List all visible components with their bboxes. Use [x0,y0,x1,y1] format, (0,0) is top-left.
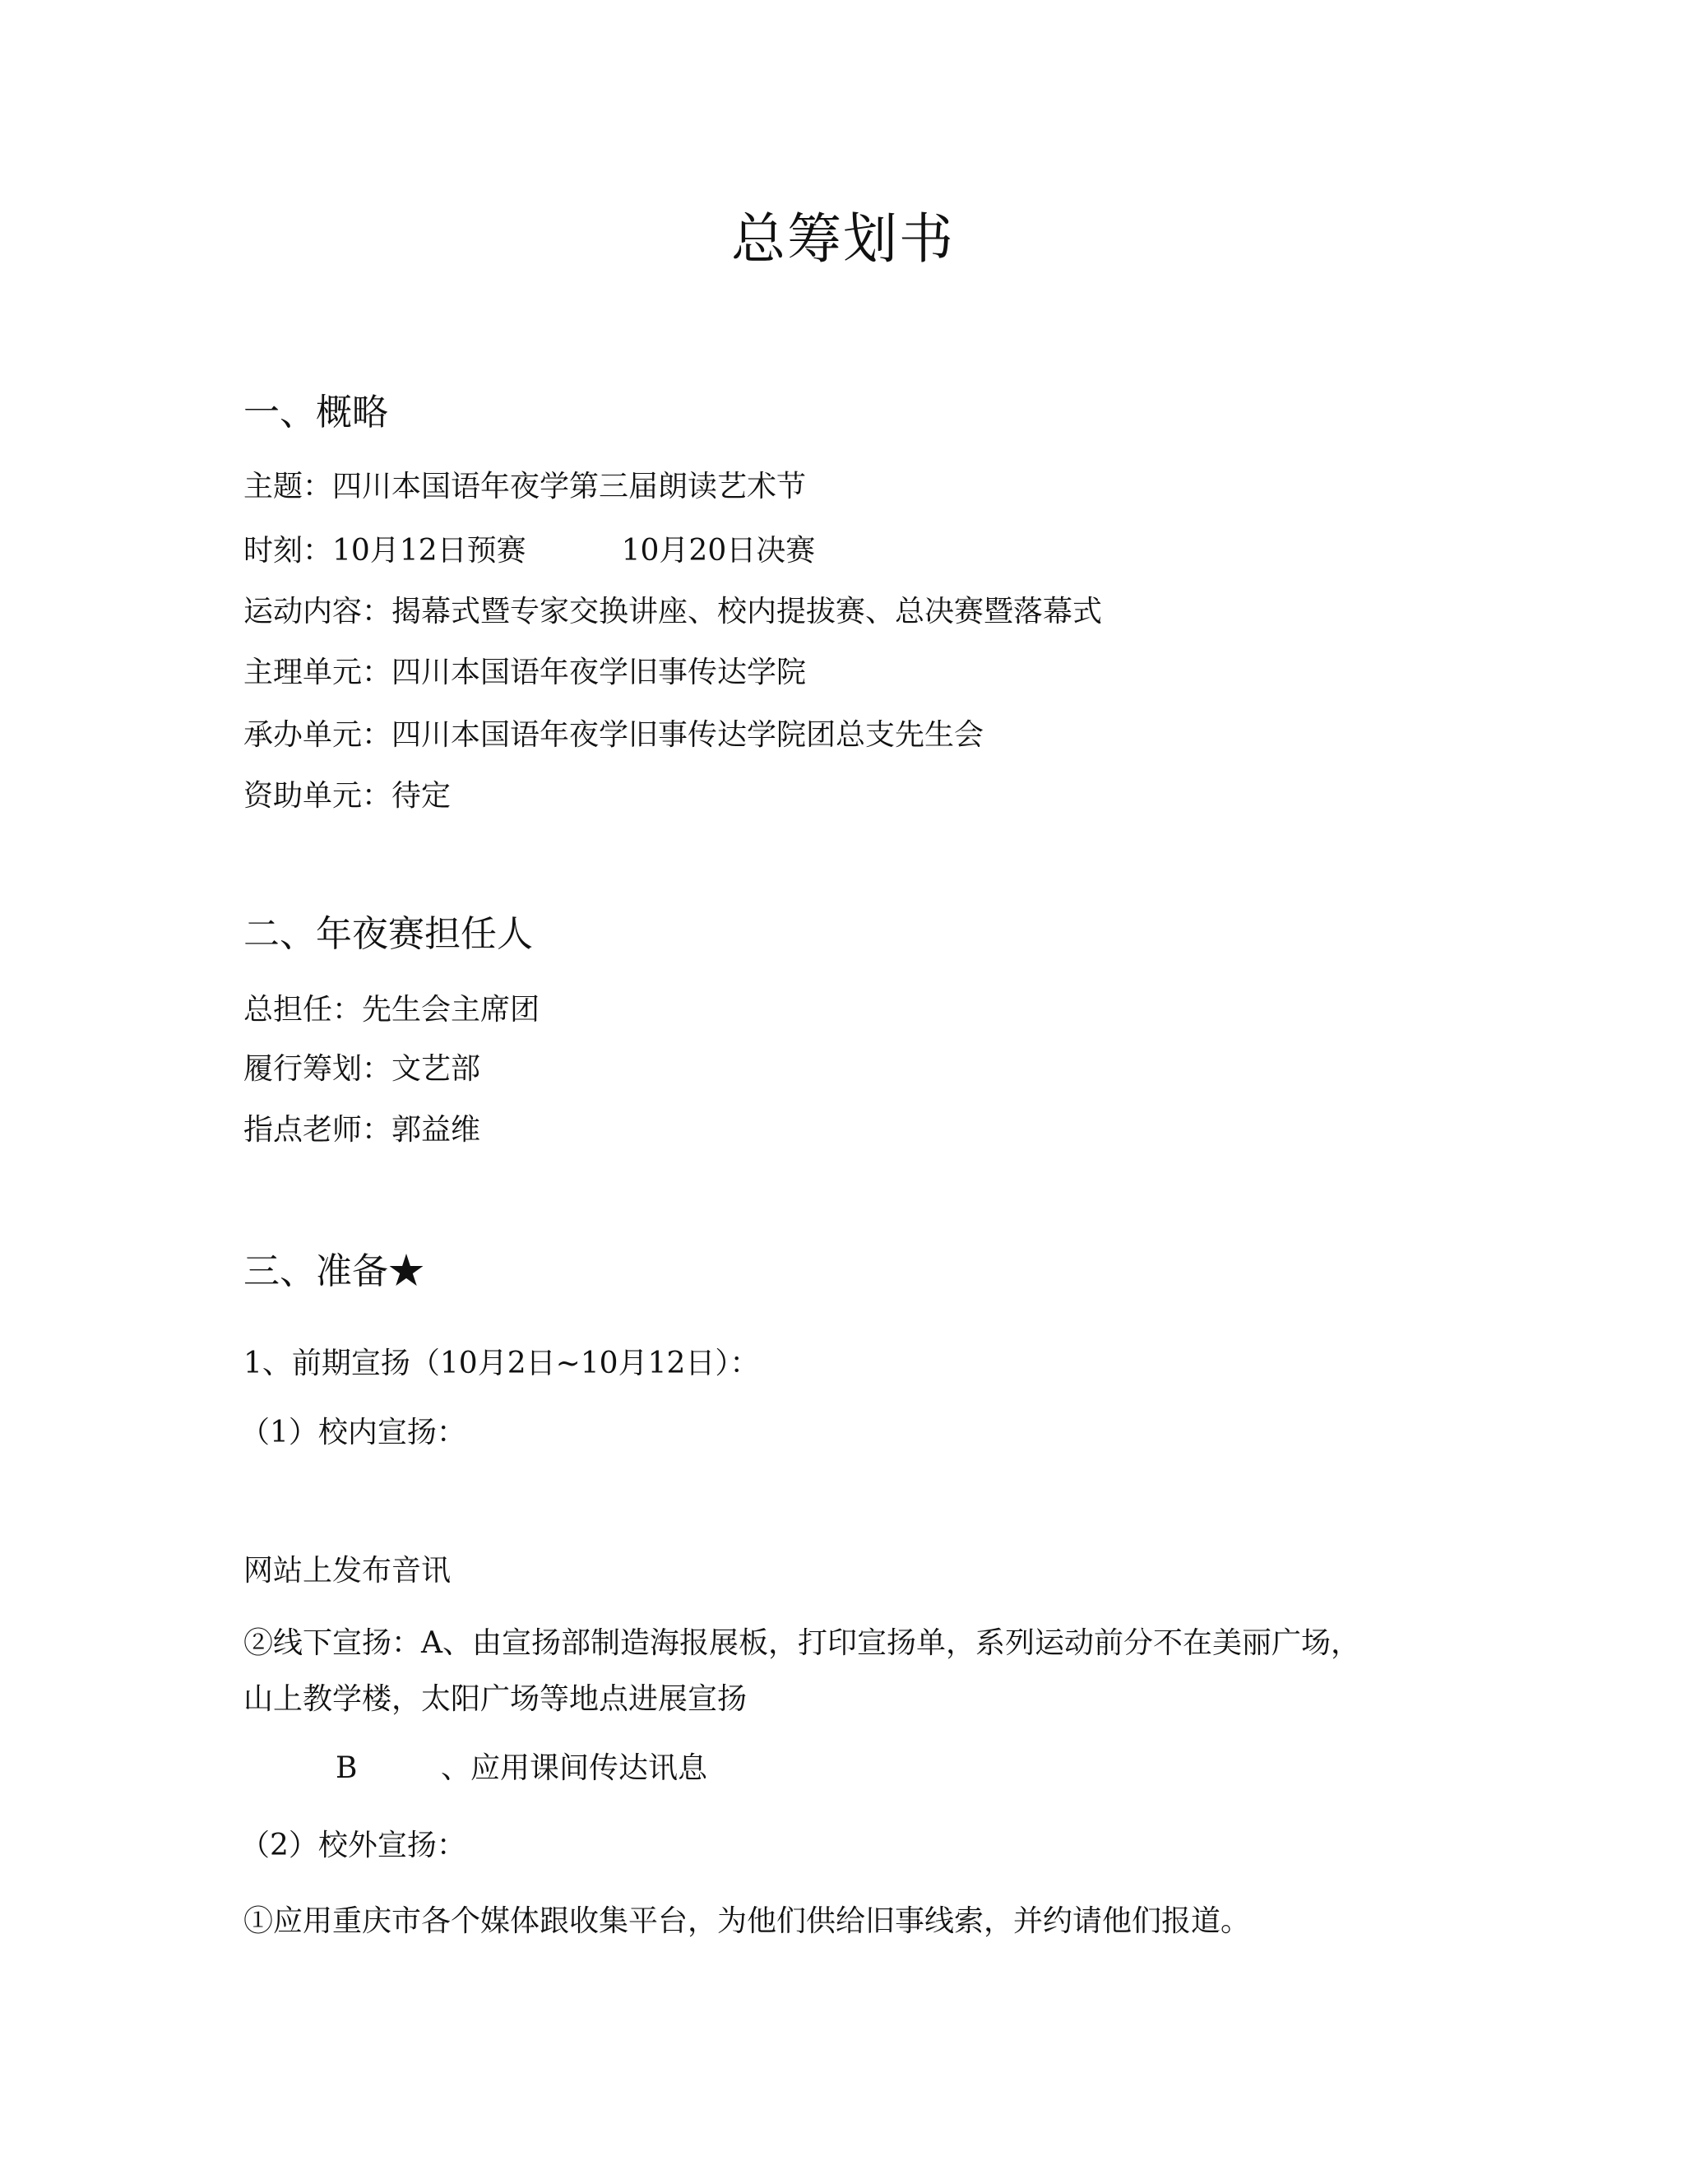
website-line: 网站上发布音讯 [243,1554,452,1588]
time-final: 10月20日决赛 [621,534,816,568]
offline-promotion-line-2: 山上教学楼，太阳广场等地点进展宣扬 [243,1682,748,1716]
activity-content-line: 运动内容：揭幕式暨专家交换讲座、校内提拔赛、总决赛暨落幕式 [243,595,1103,628]
advisor-line: 指点老师：郭益维 [243,1113,481,1147]
off-campus-promotion-line: （2）校外宣扬： [240,1829,466,1862]
section-heading-preparation: 三、准备★ [243,1250,424,1292]
sponsor-line: 资助单元：待定 [243,779,452,813]
section-heading-overview: 一、概略 [243,392,388,434]
chief-line: 总担任：先生会主席团 [243,993,540,1027]
organizer-line: 主理单元：四川本国语年夜学旧事传达学院 [243,656,807,689]
pre-promotion-line: 1、前期宣扬（10月2日~10月12日）： [243,1347,760,1380]
host-line: 承办单元：四川本国语年夜学旧事传达学院团总支先生会 [243,718,984,752]
theme-line: 主题：四川本国语年夜学第三届朗读艺术节 [243,470,807,503]
option-b-label: B [336,1751,358,1785]
media-line: ①应用重庆市各个媒体跟收集平台，为他们供给旧事线索，并约请他们报道。 [243,1904,1251,1938]
on-campus-promotion-line: （1）校内宣扬： [240,1416,466,1449]
section-heading-responsible: 二、年夜赛担任人 [243,913,533,955]
offline-promotion-line-1: ②线下宣扬：A、由宣扬部制造海报展板，打印宣扬单，系列运动前分不在美丽广场， [243,1626,1360,1660]
planning-line: 履行筹划：文艺部 [243,1052,481,1086]
document-title: 总筹划书 [731,207,955,271]
time-line [243,536,815,566]
time-preliminary: 时刻：10月12日预赛 [243,534,526,568]
option-b-text: 、应用课间传达讯息 [441,1751,708,1785]
